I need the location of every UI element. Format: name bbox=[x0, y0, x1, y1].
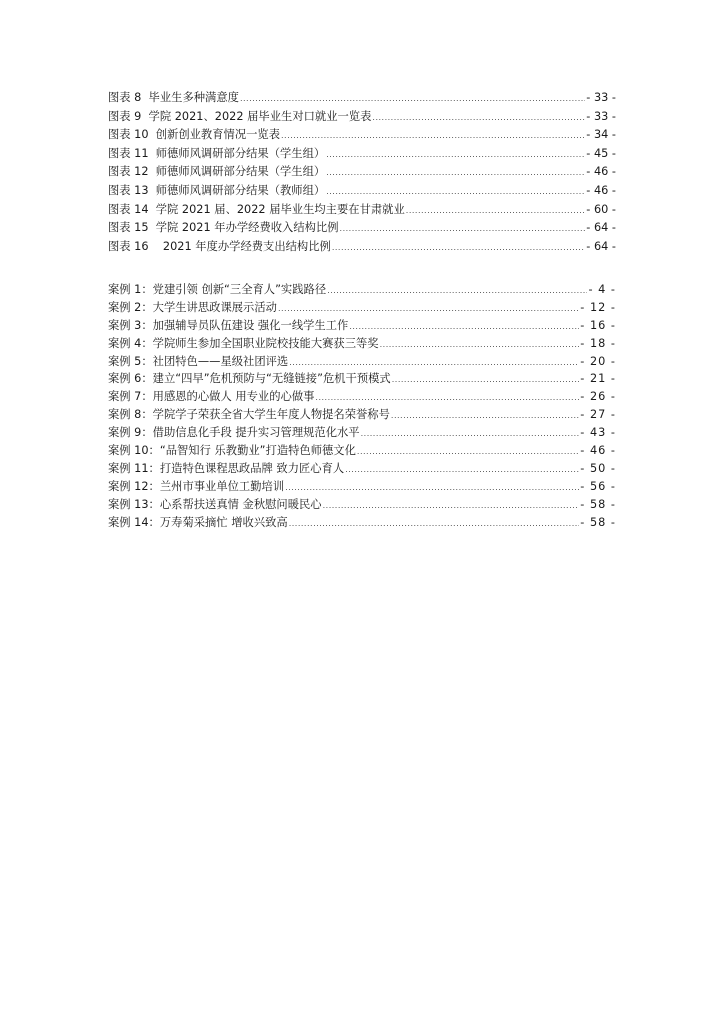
toc-entry-page: - 26 - bbox=[580, 390, 616, 404]
toc-entry-label: 图表 12 师德师风调研部分结果（学生组） bbox=[108, 165, 326, 179]
toc-entry-page: - 56 - bbox=[580, 479, 616, 493]
toc-entry-page: - 58 - bbox=[580, 497, 616, 511]
leader-dots bbox=[315, 389, 579, 407]
leader-dots bbox=[345, 461, 579, 479]
toc-entry-page: - 46 - bbox=[586, 165, 616, 179]
leader-dots bbox=[391, 407, 579, 425]
toc-entry-page: - 20 - bbox=[580, 354, 616, 368]
toc-entry-page: - 50 - bbox=[580, 461, 616, 475]
toc-entry-page: - 12 - bbox=[580, 300, 616, 314]
toc-entry-label: 案例 2：大学生讲思政课展示活动 bbox=[108, 300, 277, 314]
toc-entry-figure[interactable] bbox=[108, 126, 616, 145]
leader-dots bbox=[326, 146, 585, 165]
toc-entry-page: - 45 - bbox=[586, 146, 616, 160]
toc-entry-label: 案例 1：党建引领 创新“三全育人”实践路径 bbox=[108, 283, 327, 296]
toc-entry-page: - 64 - bbox=[586, 221, 616, 235]
case-list bbox=[108, 281, 616, 531]
toc-entry-page: - 46 - bbox=[586, 183, 616, 197]
toc-entry-figure[interactable] bbox=[108, 219, 616, 238]
toc-entry-page: - 33 - bbox=[586, 109, 616, 123]
toc-entry-label: 图表 16 2021 年度办学经费支出结构比例 bbox=[108, 239, 331, 253]
toc-entry-figure[interactable] bbox=[108, 145, 616, 164]
leader-dots bbox=[289, 515, 580, 533]
toc-entry-label: 案例 6：建立“四早”危机预防与“无缝链接”危机干预模式 bbox=[108, 372, 391, 386]
toc-entry-case[interactable] bbox=[108, 388, 616, 406]
toc-entry-case[interactable] bbox=[108, 442, 616, 460]
leader-dots bbox=[372, 109, 585, 128]
toc-entry-label: 图表 11 师德师风调研部分结果（学生组） bbox=[108, 146, 326, 160]
toc-entry-page: - 16 - bbox=[580, 318, 616, 332]
toc-entry-label: 案例 10：“品智知行 乐教勤业”打造特色师德文化 bbox=[108, 444, 356, 458]
leader-dots bbox=[326, 164, 585, 183]
leader-dots bbox=[392, 371, 580, 389]
leader-dots bbox=[340, 220, 586, 239]
toc-entry-label: 图表 8 毕业生多种满意度 bbox=[108, 91, 239, 104]
leader-dots bbox=[240, 90, 585, 109]
toc-entry-page: - 18 - bbox=[580, 336, 616, 350]
leader-dots bbox=[349, 318, 579, 336]
toc-entry-page: - 33 - bbox=[586, 91, 616, 104]
leader-dots bbox=[357, 443, 579, 461]
toc-entry-label: 案例 14：万寿菊采摘忙 增收兴致高 bbox=[108, 515, 288, 529]
toc-entry-page: - 58 - bbox=[580, 515, 616, 529]
toc-entry-label: 案例 5：社团特色——星级社团评选 bbox=[108, 354, 289, 368]
toc-entry-label: 图表 15 学院 2021 年办学经费收入结构比例 bbox=[108, 221, 339, 235]
toc-entry-label: 案例 12：兰州市事业单位工勤培训 bbox=[108, 479, 285, 493]
leader-dots bbox=[326, 183, 585, 202]
leader-dots bbox=[380, 336, 580, 354]
toc-entry-page: - 43 - bbox=[580, 426, 616, 440]
toc-entry-page: - 21 - bbox=[580, 372, 616, 386]
leader-dots bbox=[323, 497, 580, 515]
toc-entry-label: 案例 7：用感恩的心做人 用专业的心做事 bbox=[108, 390, 315, 404]
toc-entry-case[interactable] bbox=[108, 478, 616, 496]
toc-entry-case[interactable] bbox=[108, 424, 616, 442]
leader-dots bbox=[361, 425, 580, 443]
leader-dots bbox=[281, 127, 585, 146]
toc-entry-label: 案例 11：打造特色课程思政品牌 致力匠心育人 bbox=[108, 461, 345, 475]
toc-entry-figure[interactable] bbox=[108, 108, 616, 127]
toc-entry-label: 图表 13 师德师风调研部分结果（教师组） bbox=[108, 183, 326, 197]
toc-entry-page: - 27 - bbox=[580, 408, 616, 422]
leader-dots bbox=[278, 300, 579, 318]
toc-entry-label: 图表 9 学院 2021、2022 届毕业生对口就业一览表 bbox=[108, 109, 372, 123]
toc-entry-case[interactable] bbox=[108, 353, 616, 371]
toc-entry-label: 案例 9：借助信息化手段 提升实习管理规范化水平 bbox=[108, 426, 360, 440]
toc-entry-page: - 4 - bbox=[588, 283, 616, 296]
toc-entry-case[interactable] bbox=[108, 335, 616, 353]
toc-entry-page: - 60 - bbox=[586, 202, 616, 216]
toc-entry-case[interactable] bbox=[108, 370, 616, 388]
leader-dots bbox=[289, 354, 579, 372]
toc-entry-figure[interactable] bbox=[108, 201, 616, 220]
toc-entry-case[interactable] bbox=[108, 299, 616, 317]
toc-entry-label: 案例 4：学院师生参加全国职业院校技能大赛获三等奖 bbox=[108, 336, 379, 350]
toc-entry-case[interactable] bbox=[108, 281, 616, 299]
toc-entry-label: 案例 8：学院学子荣获全省大学生年度人物提名荣誉称号 bbox=[108, 408, 390, 422]
toc-entry-label: 图表 10 创新创业教育情况一览表 bbox=[108, 128, 281, 142]
leader-dots bbox=[327, 282, 587, 300]
toc-entry-case[interactable] bbox=[108, 460, 616, 478]
toc-entry-page: - 34 - bbox=[586, 128, 616, 142]
toc-entry-page: - 46 - bbox=[580, 444, 616, 458]
toc-entry-label: 案例 13：心系帮扶送真情 金秋慰问暖民心 bbox=[108, 497, 322, 511]
toc-entry-case[interactable] bbox=[108, 496, 616, 514]
toc-entry-page: - 64 - bbox=[586, 239, 616, 253]
toc-entry-case[interactable] bbox=[108, 406, 616, 424]
leader-dots bbox=[406, 202, 586, 221]
toc-entry-case[interactable] bbox=[108, 514, 616, 532]
toc-entry-figure[interactable] bbox=[108, 238, 616, 257]
toc-entry-figure[interactable] bbox=[108, 182, 616, 201]
figure-list bbox=[108, 89, 616, 256]
toc-entry-case[interactable] bbox=[108, 317, 616, 335]
toc-entry-figure[interactable] bbox=[108, 163, 616, 182]
toc-entry-figure[interactable] bbox=[108, 89, 616, 108]
leader-dots bbox=[285, 479, 579, 497]
leader-dots bbox=[332, 239, 585, 258]
toc-entry-label: 图表 14 学院 2021 届、2022 届毕业生均主要在甘肃就业 bbox=[108, 202, 405, 216]
toc-entry-label: 案例 3：加强辅导员队伍建设 强化一线学生工作 bbox=[108, 318, 349, 332]
